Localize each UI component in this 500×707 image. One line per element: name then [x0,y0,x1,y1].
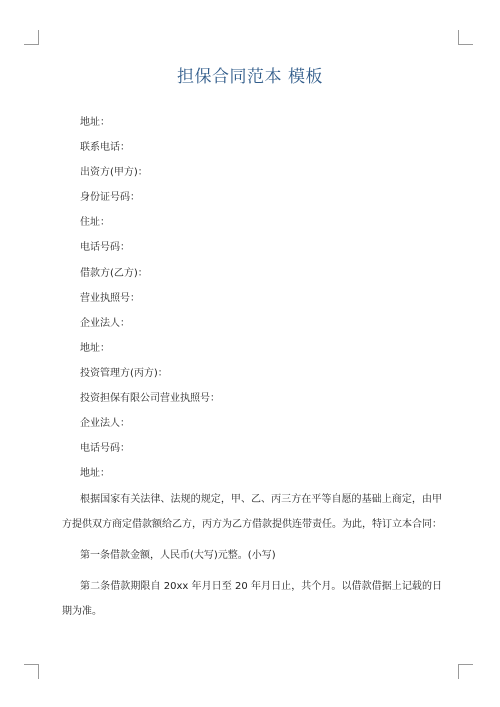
field-investor-party-a: 出资方(甲方)： [80,167,148,179]
corner-mark-top-right [458,30,473,45]
field-address-c: 地址： [80,468,110,480]
paragraph-preamble [62,487,442,537]
paragraph-preamble-text: 根据国家有关法律、法规的规定，甲、乙、丙三方在平等自愿的基础上商定，由甲方提供双方商定借款额给乙方，丙方为乙方借款提供连带责任。为此，特订立本合同： [62,494,442,530]
paragraph-article-2-text: 第二条借款期限自 20xx 年月日至 20 年月日止，共个月。以借款借据上记载的日期为准。 [62,581,442,617]
field-contact-phone: 联系电话： [80,142,130,154]
field-business-license: 营业执照号： [80,292,140,304]
corner-mark-bottom-right [458,664,473,679]
field-address-b: 地址： [80,342,110,354]
field-address: 地址： [80,117,110,128]
field-guarantor-license: 投资担保有限公司营业执照号： [80,393,220,405]
field-manager-party-c: 投资管理方(丙方)： [80,367,168,379]
field-phone-number: 电话号码： [80,242,130,254]
field-legal-representative: 企业法人： [80,317,130,329]
field-id-number: 身份证号码： [80,192,140,204]
field-borrower-party-b: 借款方(乙方)： [80,267,148,279]
corner-mark-bottom-left [24,664,39,679]
field-phone-number-c: 电话号码： [80,443,130,455]
paragraph-article-1 [62,543,442,568]
corner-mark-top-left [24,30,39,45]
field-residence: 住址： [80,217,110,229]
party-fields [80,113,440,489]
paragraph-article-2 [62,574,442,624]
document-title: 担保合同范本 模板 [177,67,323,87]
paragraph-article-1-text: 第一条借款金额，人民币(大写)元整。(小写) [80,550,276,561]
field-legal-representative-c: 企业法人： [80,418,130,430]
contract-body [62,487,442,630]
